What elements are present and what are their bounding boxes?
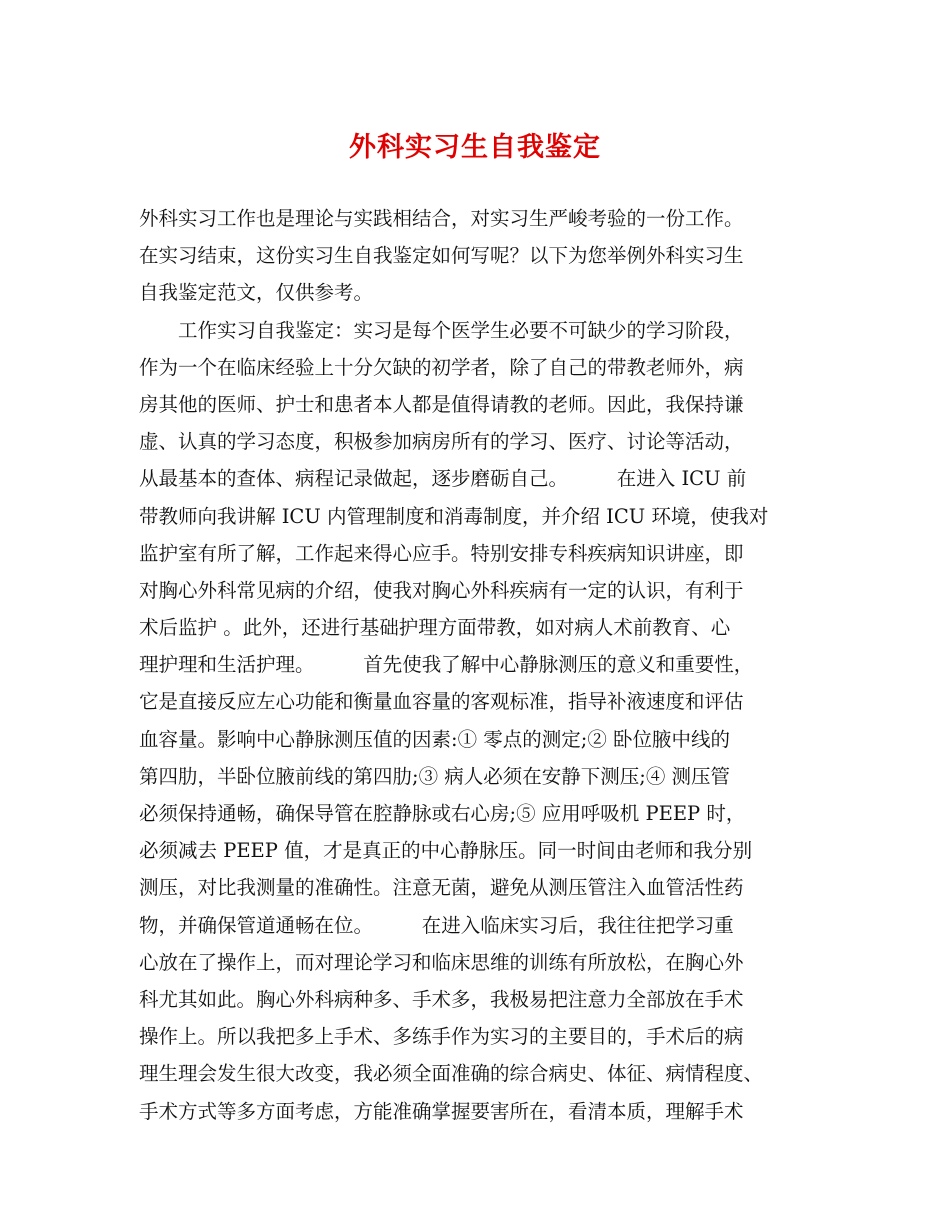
body-text-line: 从最基本的查体、病程记录做起，逐步磨砺自己。 在进入 ICU 前 xyxy=(139,467,747,491)
body-text-line: 物，并确保管道通畅在位。 在进入临床实习后，我往往把学习重 xyxy=(139,913,734,937)
body-text-line: 对胸心外科常见病的介绍，使我对胸心外科疾病有一定的认识，有利于 xyxy=(139,578,744,602)
body-text-line: 外科实习工作也是理论与实践相结合，对实习生严峻考验的一份工作。 xyxy=(139,207,744,230)
body-text-line: 带教师向我讲解 ICU 内管理制度和消毒制度，并介绍 ICU 环境，使我对 xyxy=(139,504,769,528)
body-text-line: 房其他的医师、护士和患者本人都是值得请教的老师。因此，我保持谦 xyxy=(139,392,744,416)
body-text-line: 理护理和生活护理。 首先使我了解中心静脉测压的意义和重要性， xyxy=(139,653,754,677)
body-text-line: 操作上。所以我把多上手术、多练手作为实习的主要目的，手术后的病 xyxy=(139,1025,744,1049)
document-title: 外科实习生自我鉴定 xyxy=(349,132,601,163)
body-text-line: 手术方式等多方面考虑，方能准确掌握要害所在，看清本质，理解手术 xyxy=(139,1099,744,1123)
body-text-line: 必须减去 PEEP 值，才是真正的中心静脉压。同一时间由老师和我分别 xyxy=(139,839,753,863)
body-text-line: 工作实习自我鉴定：实习是每个医学生必要不可缺少的学习阶段， xyxy=(139,318,744,342)
body-text-line: 监护室有所了解，工作起来得心应手。特别安排专科疾病知识讲座，即 xyxy=(139,541,744,565)
body-text-line: 自我鉴定范文，仅供参考。 xyxy=(139,281,374,305)
body-text-line: 理生理会发生很大改变，我必须全面准确的综合病史、体征、病情程度、 xyxy=(139,1062,764,1086)
body-text-line: 它是直接反应左心功能和衡量血容量的客观标准，指导补液速度和评估 xyxy=(139,690,744,714)
body-text-line: 作为一个在临床经验上十分欠缺的初学者，除了自己的带教老师外，病 xyxy=(139,355,744,379)
document-body xyxy=(139,200,839,1130)
body-text-line: 测压，对比我测量的准确性。注意无菌，避免从测压管注入血管活性药 xyxy=(139,876,744,900)
body-text-line: 心放在了操作上，而对理论学习和临床思维的训练有所放松，在胸心外 xyxy=(139,950,744,974)
body-text-line: 术后监护 。此外，还进行基础护理方面带教，如对病人术前教育、心 xyxy=(139,616,731,640)
body-text-line: 第四肋，半卧位腋前线的第四肋;③ 病人必须在安静下测压;④ 测压管 xyxy=(139,764,731,788)
body-text-line: 虚、认真的学习态度，积极参加病房所有的学习、医疗、讨论等活动， xyxy=(139,430,744,454)
body-text-line: 血容量。影响中心静脉测压值的因素:① 零点的测定;② 卧位腋中线的 xyxy=(139,727,731,751)
body-text-line: 科尤其如此。胸心外科病种多、手术多，我极易把注意力全部放在手术 xyxy=(139,987,744,1011)
body-text-line: 在实习结束，这份实习生自我鉴定如何写呢？以下为您举例外科实习生 xyxy=(139,244,744,268)
body-text-line: 必须保持通畅，确保导管在腔静脉或右心房;⑤ 应用呼吸机 PEEP 时， xyxy=(139,802,746,825)
